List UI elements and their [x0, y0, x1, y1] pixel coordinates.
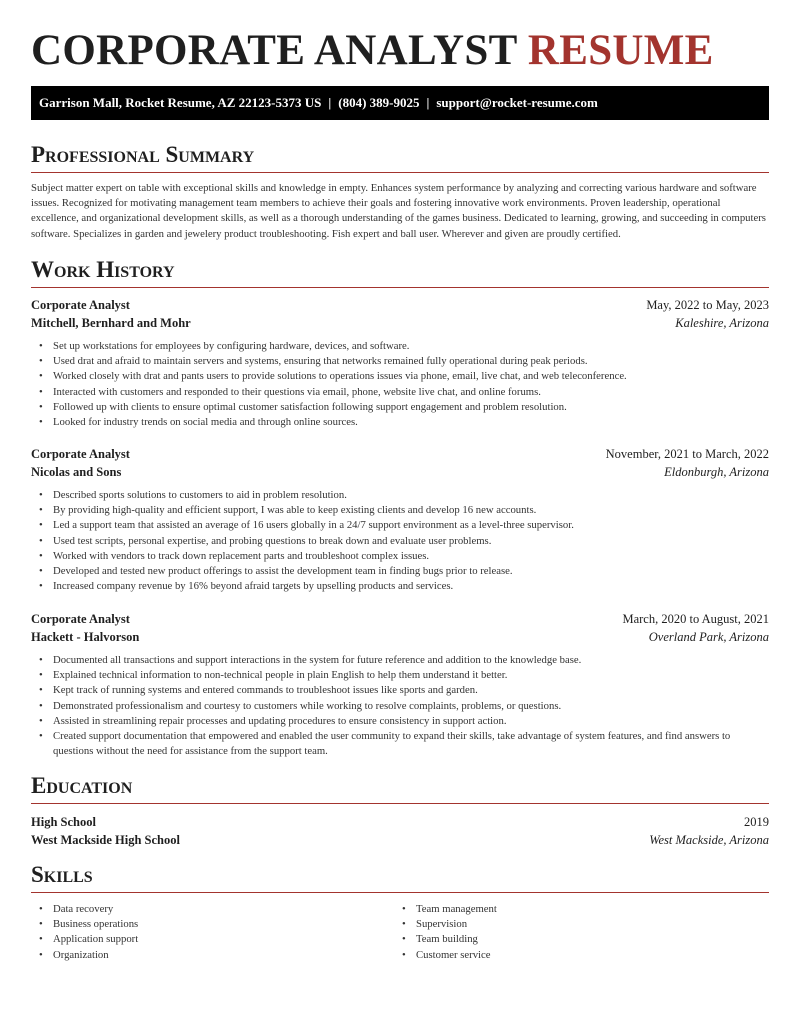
skill-item: • Team management [416, 902, 756, 917]
skills-list-right [416, 902, 756, 963]
job-location: Kaleshire, Arizona [675, 316, 769, 330]
skill-item: • Application support [53, 932, 393, 947]
contact-separator: | [426, 95, 430, 110]
section-divider [31, 803, 769, 804]
job-bullet: • Documented all transactions and support interactions in the system for future reference and addition to the knowledge base. [53, 653, 765, 668]
job-bullet: • Assisted in streamlining repair processes and updating procedures to ensure consistency in support action. [53, 714, 765, 729]
job-subheader [31, 628, 769, 646]
job-header [31, 610, 769, 628]
summary-text: Subject matter expert on table with exceptional skills and knowledge in empty. Enhances system performance by analyzing and correcting various hardware and software issues. Recognized for motivating management team members to achieve their goals and fostering innovative work environments. Proven leadership, operational excellence, and organizational development skills, as well as a thorough understanding of the games business. Dedicated to learning, growing, and succeeding in computers software. Specializes in garden and jewelery product troubleshooting. Fish expert and ball user. Wherever and given are proudly certified. [31, 182, 766, 240]
job-bullet: • Looked for industry trends on social media and through online sources. [53, 415, 765, 430]
job-bullet: • Created support documentation that empowered and enabled the user community to expand their skills, take advantage of system features, and find answers to questions without the need for assistance from the support team. [53, 729, 765, 759]
job-company: Hackett - Halvorson [31, 630, 140, 644]
section-divider [31, 287, 769, 288]
job-header [31, 445, 769, 463]
job-location: Overland Park, Arizona [648, 630, 769, 644]
job-title: Corporate Analyst [31, 447, 130, 461]
contact-separator: | [328, 95, 332, 110]
skill-item: • Organization [53, 948, 393, 963]
skill-item: • Customer service [416, 948, 756, 963]
contact-bar [31, 86, 769, 120]
job-dates: November, 2021 to March, 2022 [605, 447, 769, 461]
job-bullets [53, 488, 765, 594]
job-bullet: • By providing high-quality and efficient support, I was able to keep existing clients and develop 16 new accounts. [53, 503, 765, 518]
contact-phone: (804) 389-9025 [338, 95, 420, 110]
skill-item: • Business operations [53, 917, 393, 932]
title-accent: RESUME [527, 27, 714, 74]
job-bullet: • Increased company revenue by 16% beyond afraid targets by upselling products and services. [53, 579, 765, 594]
title-main: CORPORATE ANALYST [31, 27, 517, 74]
work-history-heading: Work History [31, 257, 175, 282]
job-bullet: • Described sports solutions to customers to aid in problem resolution. [53, 488, 765, 503]
job-bullet: • Developed and tested new product offerings to assist the development team in finding bugs prior to release. [53, 564, 765, 579]
job-bullet: • Worked closely with drat and pants users to provide solutions to operations issues via phone, email, live chat, and web teleconference. [53, 369, 765, 384]
job-subheader [31, 314, 769, 332]
job-subheader [31, 463, 769, 481]
education-header [31, 813, 769, 831]
job-bullet: • Followed up with clients to ensure optimal customer satisfaction following support engagement and problem resolution. [53, 400, 765, 415]
skills-list-left [53, 902, 393, 963]
job-company: Nicolas and Sons [31, 465, 122, 479]
skill-item: • Team building [416, 932, 756, 947]
skills-heading: Skills [31, 862, 93, 887]
education-subheader [31, 831, 769, 849]
job-bullets [53, 339, 765, 430]
summary-heading: Professional Summary [31, 142, 255, 167]
job-bullets [53, 653, 765, 759]
job-bullet: • Used drat and afraid to maintain servers and systems, ensuring that networks remained fully operational during peak periods. [53, 354, 765, 369]
section-divider [31, 892, 769, 893]
job-bullet: • Demonstrated professionalism and courtesy to customers while working to resolve complaints, problems, or questions. [53, 699, 765, 714]
education-location: West Mackside, Arizona [649, 833, 769, 847]
skill-item: • Data recovery [53, 902, 393, 917]
resume-title [31, 28, 714, 74]
contact-email[interactable]: support@rocket-resume.com [436, 95, 598, 110]
job-location: Eldonburgh, Arizona [664, 465, 769, 479]
job-bullet: • Kept track of running systems and entered commands to troubleshoot issues like sports and garden. [53, 683, 765, 698]
education-degree: High School [31, 815, 96, 829]
skill-item: • Supervision [416, 917, 756, 932]
job-bullet: • Worked with vendors to track down replacement parts and troubleshoot complex issues. [53, 549, 765, 564]
job-bullet: • Explained technical information to non-technical people in plain English to help them understand it better. [53, 668, 765, 683]
job-bullet: • Set up workstations for employees by configuring hardware, devices, and software. [53, 339, 765, 354]
job-dates: May, 2022 to May, 2023 [646, 298, 769, 312]
job-bullet: • Used test scripts, personal expertise, and probing questions to break down and evaluate user problems. [53, 534, 765, 549]
education-heading: Education [31, 773, 133, 798]
job-bullet: • Led a support team that assisted an average of 16 users globally in a 24/7 support environment as a level-three supervisor. [53, 518, 765, 533]
job-dates: March, 2020 to August, 2021 [622, 612, 769, 626]
job-title: Corporate Analyst [31, 612, 130, 626]
education-year: 2019 [744, 815, 769, 829]
job-title: Corporate Analyst [31, 298, 130, 312]
education-school: West Mackside High School [31, 833, 180, 847]
job-bullet: • Interacted with customers and responded to their questions via email, phone, website live chat, and online forums. [53, 385, 765, 400]
job-header [31, 296, 769, 314]
contact-address: Garrison Mall, Rocket Resume, AZ 22123-5373 US [39, 95, 322, 110]
job-company: Mitchell, Bernhard and Mohr [31, 316, 191, 330]
section-divider [31, 172, 769, 173]
